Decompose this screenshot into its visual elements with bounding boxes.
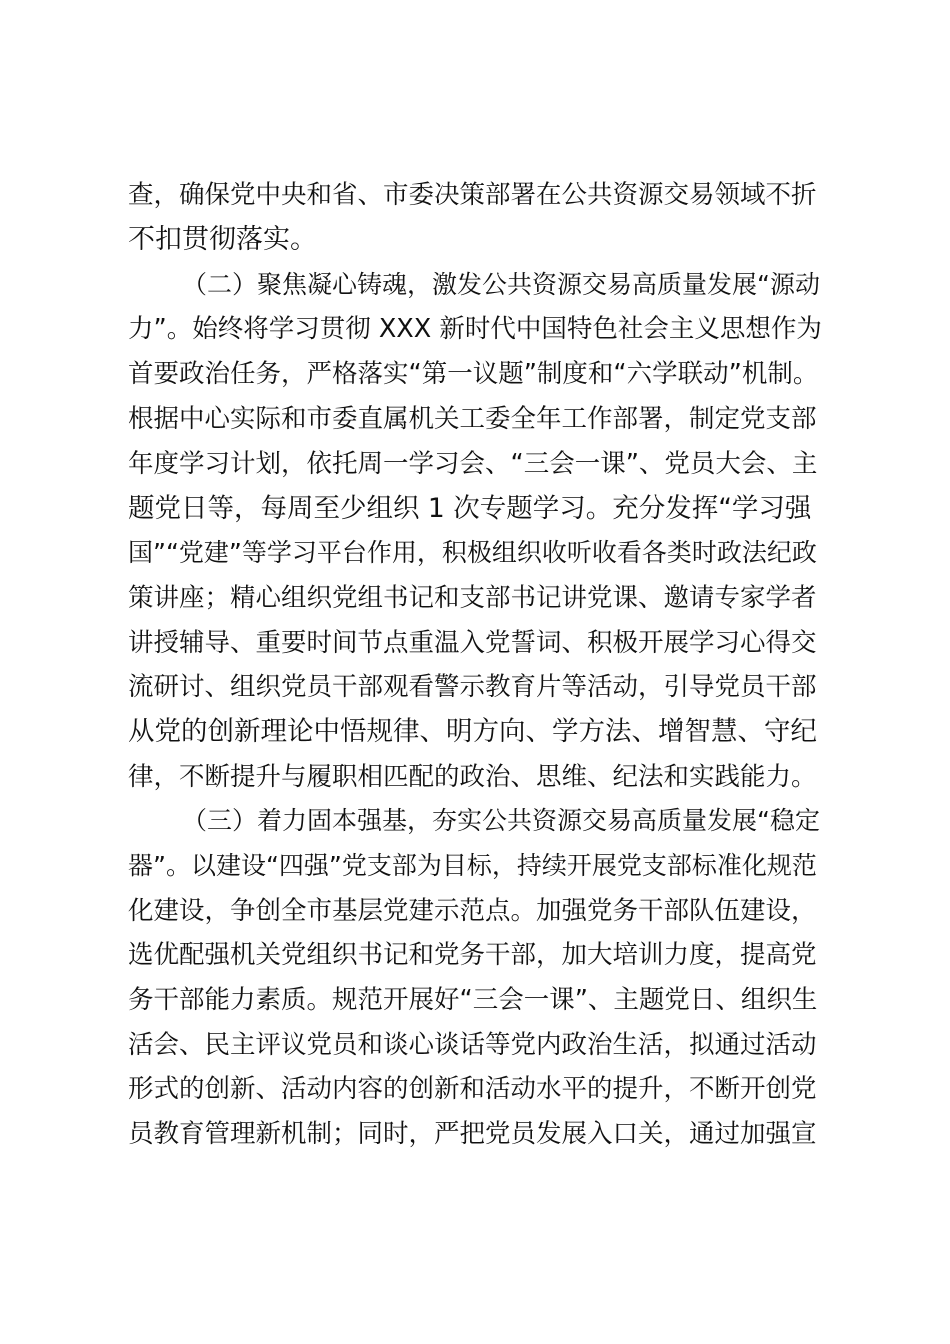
text-line: 形式的创新、活动内容的创新和活动水平的提升，不断开创党 (128, 1074, 817, 1104)
text-line: 员教育管理新机制；同时，严把党员发展入口关，通过加强宣 (128, 1119, 817, 1149)
section-heading-line: （二）聚焦凝心铸魂，激发公共资源交易高质量发展“源动 (182, 270, 820, 299)
text-line: 年度学习计划，依托周一学习会、“三会一课”、党员大会、主 (128, 449, 818, 479)
text-line: 从党的创新理论中悟规律、明方向、学方法、增智慧、守纪 (128, 716, 817, 747)
section-heading-line: （三）着力固本强基，夯实公共资源交易高质量发展“稳定 (182, 806, 820, 835)
text-line: 不扣贯彻落实。 (128, 224, 317, 255)
text-line: 选优配强机关党组织书记和党务干部，加大培训力度，提高党 (128, 940, 817, 970)
text-line: 查，确保党中央和省、市委决策部署在公共资源交易领域不折 (128, 180, 817, 210)
text-line: 首要政治任务，严格落实“第一议题”制度和“六学联动”机制。 (128, 359, 819, 389)
text-line: 流研讨、组织党员干部观看警示教育片等活动，引导党员干部 (128, 672, 817, 702)
text-line: 策讲座；精心组织党组书记和支部书记讲党课、邀请专家学者 (128, 583, 817, 613)
text-line: 题党日等，每周至少组织 1 次专题学习。充分发挥“学习强 (128, 493, 812, 524)
text-line: 力”。始终将学习贯彻 XXX 新时代中国特色社会主义思想作为 (128, 314, 822, 344)
text-line: 务干部能力素质。规范开展好“三会一课”、主题党日、组织生 (128, 985, 818, 1015)
text-line: 化建设，争创全市基层党建示范点。加强党务干部队伍建设， (128, 896, 817, 926)
text-line: 活会、民主评议党员和谈心谈话等党内政治生活，拟通过活动 (128, 1030, 817, 1060)
text-line: 根据中心实际和市委直属机关工委全年工作部署，制定党支部 (128, 404, 817, 434)
text-line: 律，不断提升与履职相匹配的政治、思维、纪法和实践能力。 (128, 762, 817, 792)
text-line: 讲授辅导、重要时间节点重温入党誓词、积极开展学习心得交 (128, 628, 817, 658)
text-line: 国”“党建”等学习平台作用，积极组织收听收看各类时政法纪政 (128, 538, 817, 567)
text-line: 器”。以建设“四强”党支部为目标，持续开展党支部标准化规范 (128, 851, 817, 880)
